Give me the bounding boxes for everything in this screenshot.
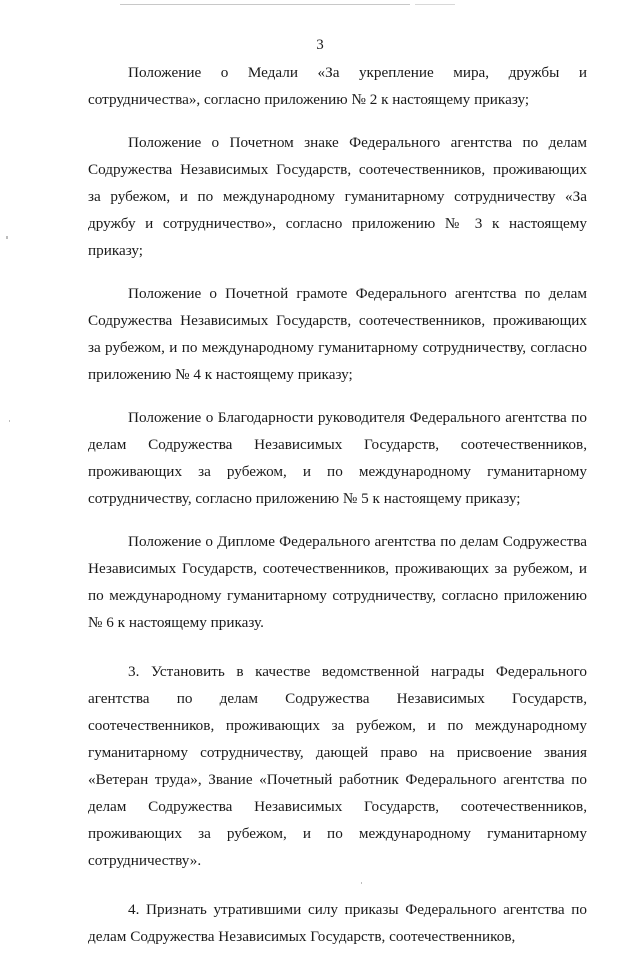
paragraph-item-4: 4. Признать утратившими силу приказы Федерального агентства по делам Содружества Независимых Государств, соотечественников,: [88, 901, 587, 945]
document-body: [88, 59, 587, 966]
paragraph-badge-regulation: Положение о Почетном знаке Федерального агентства по делам Содружества Независимых Государств, соотечественников, проживающих за рубежом, и по международному гуманитарному сотрудничеству «За дружбу и сотрудничество», согласно приложению № 3 к настоящему приказу;: [88, 134, 587, 259]
scan-speck: [9, 420, 10, 422]
scan-speck: [6, 236, 8, 239]
paragraph-item-3: 3. Установить в качестве ведомственной награды Федерального агентства по делам Содружества Независимых Государств, соотечественников, проживающих за рубежом, и по международному гуманитарному сотрудничеству, дающей право на присвоение звания «Ветеран труда», Звание «Почетный работник Федерального агентства по делам Содружества Независимых Государств, соотечественников, проживающих за рубежом, и по международному гуманитарному сотрудничеству».: [88, 663, 587, 869]
scan-speck: [361, 882, 362, 884]
paragraph-certificate-regulation: Положение о Почетной грамоте Федерального агентства по делам Содружества Независимых Государств, соотечественников, проживающих за рубежом, и по международному гуманитарному сотрудничеству, согласно приложению № 4 к настоящему приказу;: [88, 285, 587, 383]
scan-top-edge-line: [415, 4, 455, 5]
paragraph-medal-regulation: Положение о Медали «За укрепление мира, дружбы и сотрудничества», согласно приложению № 2 к настоящему приказу;: [88, 64, 587, 108]
scan-top-edge-line: [120, 4, 410, 5]
paragraph-diploma-regulation: Положение о Дипломе Федерального агентства по делам Содружества Независимых Государств, соотечественников, проживающих за рубежом, и по международному гуманитарному сотрудничеству, согласно приложению № 6 к настоящему приказу.: [88, 533, 587, 631]
page-number: 3: [316, 37, 324, 53]
paragraph-gratitude-regulation: Положение о Благодарности руководителя Федерального агентства по делам Содружества Независимых Государств, соотечественников, проживающих за рубежом, и по международному гуманитарному сотрудничеству, согласно приложению № 5 к настоящему приказу;: [88, 409, 587, 507]
